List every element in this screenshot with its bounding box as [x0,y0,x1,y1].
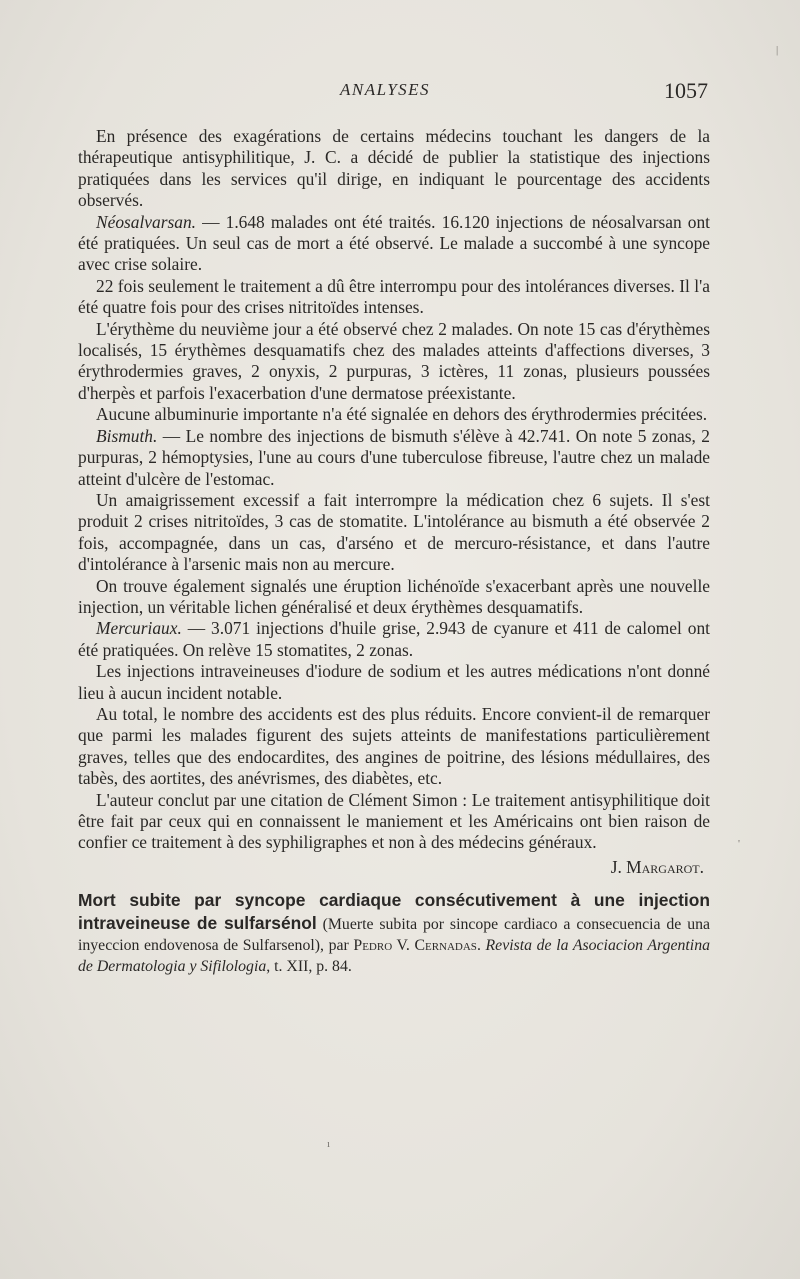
page-number: 1057 [664,78,708,103]
paragraph: L'auteur conclut par une citation de Clément Simon : Le traitement antisyphilitique doit être fait par ceux qui en connaissent le maniement et les Américains ont bien raison de confier ce traitement à des syphiligraphes et non à des médecins généraux. [78,789,710,853]
paragraph: Au total, le nombre des accidents est des plus réduits. Encore convient-il de remarquer que parmi les malades figurent des sujets atteints de manifestations particulièrement graves, telles que des endocardites, des angines de poitrine, des lésions médullaires, des tabès, des aortites, des anévrismes, des diabètes, etc. [78,703,710,789]
print-speck: ' [738,838,740,850]
article-title: Mort subite par syncope cardiaque consécutivement à une injection intraveineuse de sulfarsénol [78,890,710,933]
journal-name: Revista de la Asociacion Argentina de Dermatologia y Sifilologia [78,937,710,976]
running-title: ANALYSES [339,80,431,99]
body-text [78,126,710,978]
author-signature: J. Margarot. [610,856,704,877]
article-author: Pedro V. Cernadas [353,937,477,955]
paragraph: Néosalvarsan. — 1.648 malades ont été traités. 16.120 injections de néosalvarsan ont été pratiquées. Un seul cas de mort a été observé. Le malade a succombé à une syncope avec crise solaire. [78,211,710,275]
print-speck: | [776,44,779,56]
print-speck: ı [327,1138,331,1150]
paragraph: En présence des exagérations de certains médecins touchant les dangers de la thérapeutique antisyphilitique, J. C. a décidé de publier la statistique des injections pratiquées dans les services qu'il dirige, en indiquant le pourcentage des accidents observés. [78,126,710,211]
paragraph: Un amaigrissement excessif a fait interrompre la médication chez 6 sujets. Il s'est produit 2 crises nitritoïdes, 3 cas de stomatite. L'intolérance au bismuth a été observée 2 fois, accompagnée, dans un cas, d'arséno et de mercuro-résistance, et dans l'autre d'intolérance à l'arsenic mais non au mercure. [78,489,710,575]
paragraph: Les injections intraveineuses d'iodure de sodium et les autres médications n'ont donné lieu à aucun incident notable. [78,661,710,703]
next-article-heading: Mort subite par syncope cardiaque consécutivement à une injection intraveineuse de sulfarsénol (Muerte subita por sincope cardiaco a consecuencia de una inyeccion endovenosa de Sulfarsenol), par Pedro V. Cernadas. Revista de la Asociacion Argentina de Dermatologia y Sifilologia, t. XII, p. 84. [78,890,711,976]
paragraph: Bismuth. — Le nombre des injections de bismuth s'élève à 42.741. On note 5 zonas, 2 purpuras, 2 hémoptysies, l'une au cours d'une tuberculose fibreuse, l'autre chez un malade atteint d'ulcère de l'estomac. [78,425,710,489]
paragraph: 22 fois seulement le traitement a dû être interrompu pour des intolérances diverses. Il l'a été quatre fois pour des crises nitritoïdes intenses. [78,275,710,318]
paragraph: Aucune albuminurie importante n'a été signalée en dehors des érythrodermies précitées. [96,404,708,425]
paragraph: L'érythème du neuvième jour a été observé chez 2 malades. On note 15 cas d'érythèmes localisés, 15 érythèmes desquamatifs chez des malades atteints d'affections diverses, 3 érythrodermies graves, 2 onyxis, 2 purpuras, 3 ictères, 11 zonas, plusieurs poussées d'herpès et parfois l'exacerbation d'une dermatose préexistante. [78,318,710,403]
section-lead: Bismuth. [96,425,158,446]
paragraph: Mercuriaux. — 3.071 injections d'huile grise, 2.943 de cyanure et 411 de calomel ont été pratiquées. On relève 15 stomatites, 2 zonas. [78,618,710,660]
page-header [0,78,800,106]
paragraph: On trouve également signalés une éruption lichénoïde s'exacerbant après une nouvelle injection, un véritable lichen généralisé et deux érythèmes desquamatifs. [78,575,710,617]
section-lead: Mercuriaux. [96,618,182,639]
section-lead: Néosalvarsan. [96,211,196,232]
